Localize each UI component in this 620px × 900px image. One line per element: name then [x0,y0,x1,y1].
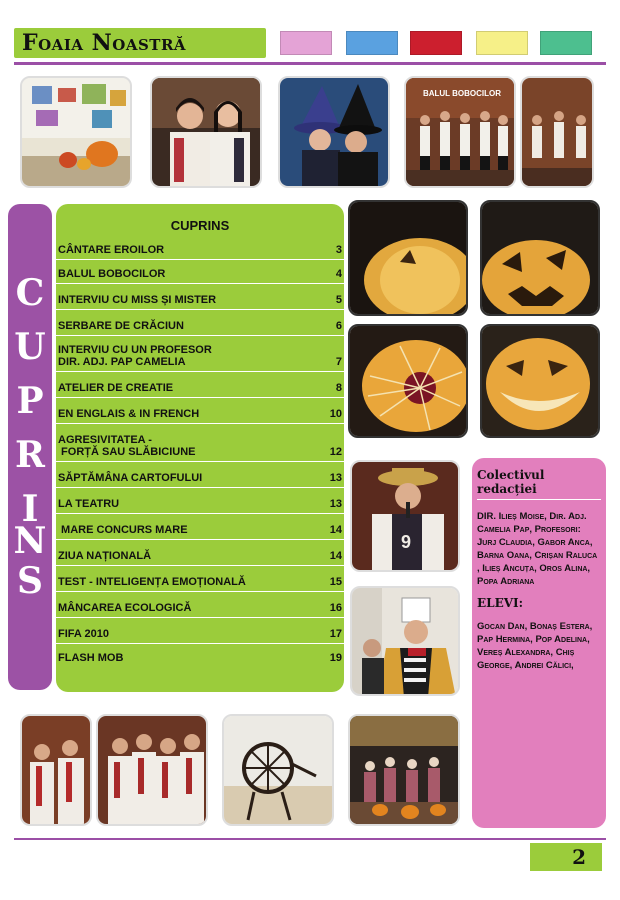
toc-item-label: EN ENGLAIS & IN FRENCH [58,408,200,420]
banner-text: BALUL BOBOCILOR [422,89,502,98]
toc-item[interactable] [56,564,344,592]
photo-folk-boys-1 [20,714,92,826]
photo-boy-crown-costume [350,586,460,696]
toc-item-label: SĂPTĂMÂNA CARTOFULUI [58,472,203,484]
photo-pumpkin-carved-1 [348,200,468,316]
toc-item-page: 16 [329,602,342,614]
toc-item-page: 19 [329,652,342,664]
toc-item[interactable] [56,396,344,424]
page-number: 2 [572,845,586,869]
footer-rule [14,838,606,840]
toc-item-label: CÂNTARE EROILOR [58,244,165,256]
toc-item[interactable] [56,590,344,618]
photo-boy-microphone [350,460,460,572]
toc-item-page: 4 [335,268,342,280]
toc-item-page: 17 [329,628,342,640]
toc-item[interactable] [56,308,344,336]
side-letter: P [16,380,44,422]
table-of-contents [56,204,344,692]
toc-item-label: FIFA 2010 [58,628,109,640]
page-number-box [530,843,602,871]
toc-item-page: 3 [335,244,342,256]
side-letter: N [13,520,47,562]
side-letter: U [14,326,46,368]
magazine-title: Foaia Noastră [22,30,187,56]
toc-item-label: INTERVIU CU UN PROFESOR DIR. ADJ. PAP CAMELIA [58,344,212,368]
toc-item[interactable] [56,282,344,310]
toc-item-page: 6 [335,320,342,332]
color-swatch-red [410,31,462,55]
toc-heading: CUPRINS [170,218,230,233]
toc-item-label: LA TEATRU [58,498,120,510]
toc-item-label: AGRESIVITATEA - FORȚĂ SAU SLĂBICIUNE [58,434,196,458]
color-swatch-yellow [476,31,528,55]
photo-folk-boys-group [96,714,208,826]
toc-item-page: 5 [335,294,342,306]
toc-item-label: MARE CONCURS MARE [58,524,188,536]
toc-item-label: MÂNCAREA ECOLOGICĂ [58,602,192,614]
toc-item-label: TEST - INTELIGENȚA EMOȚIONALĂ [58,576,246,588]
color-swatch-green [540,31,592,55]
photo-witches-costume [278,76,390,188]
toc-item-label: SERBARE DE CRĂCIUN [58,320,184,332]
toc-item-page: 10 [329,408,342,420]
photo-two-girls-costume [150,76,262,188]
toc-item-page: 13 [329,472,342,484]
toc-item-page: 8 [335,382,342,394]
photo-balul-bobocilor-dance [404,76,516,188]
side-letter: I [21,488,39,530]
photo-stage-performance [348,714,460,826]
toc-item-page: 12 [329,446,342,458]
side-letter: S [17,560,43,602]
cuprins-side-tab [8,204,52,690]
toc-item[interactable] [56,370,344,398]
staff-students-heading: ELEVI: [477,596,524,610]
photo-classroom-pumpkins [20,76,132,188]
toc-item[interactable] [56,486,344,514]
toc-item[interactable] [56,640,344,668]
toc-divider [56,423,344,424]
toc-item-page: 15 [329,576,342,588]
toc-item[interactable] [56,256,344,284]
editorial-staff-box [472,458,606,828]
toc-item[interactable] [56,336,344,372]
toc-item-page: 7 [335,356,342,368]
toc-item-label: ZIUA NAȚIONALĂ [58,550,152,562]
toc-item-label: ATELIER DE CREATIE [58,382,174,394]
toc-item-label: BALUL BOBOCILOR [58,268,166,280]
color-swatch-blue [346,31,398,55]
toc-item[interactable] [56,460,344,488]
photo-pumpkin-carved-2 [480,200,600,316]
magazine-title-bar [14,28,266,58]
staff-title: Colectivul redacției [477,468,601,500]
toc-item-label: FLASH MOB [58,652,124,664]
side-letter: R [15,434,45,476]
staff-teachers: DIR. Ilieș Moise, Dir. Adj. Camelia Pap, Profesori: Jurj Claudia, Gabor Anca, Barna Oana, Crișan Raluca , Ilieș Ancuța, Oros Alina, Popa Adriana [477,511,598,587]
toc-item[interactable] [56,538,344,566]
toc-item-page: 14 [329,524,342,536]
side-letter: C [15,272,45,314]
toc-item[interactable] [56,512,344,540]
photo-spinning-wheel [222,714,334,826]
photo-dancers-stage [520,76,594,188]
staff-students: Gocan Dan, Bonaș Estera, Pap Hermina, Pop Adelina, Vereș Alexandra, Chiș George, Andrei Călici, [477,621,593,671]
toc-item-page: 13 [329,498,342,510]
photo-pumpkin-toothpicks [348,324,468,438]
header-rule [14,62,606,65]
toc-item[interactable] [56,426,344,462]
toc-item-page: 14 [329,550,342,562]
svg-text:9: 9 [400,532,412,552]
photo-pumpkin-smile [480,324,600,438]
toc-item-label: INTERVIU CU MISS ȘI MISTER [58,294,217,306]
color-swatch-pink [280,31,332,55]
